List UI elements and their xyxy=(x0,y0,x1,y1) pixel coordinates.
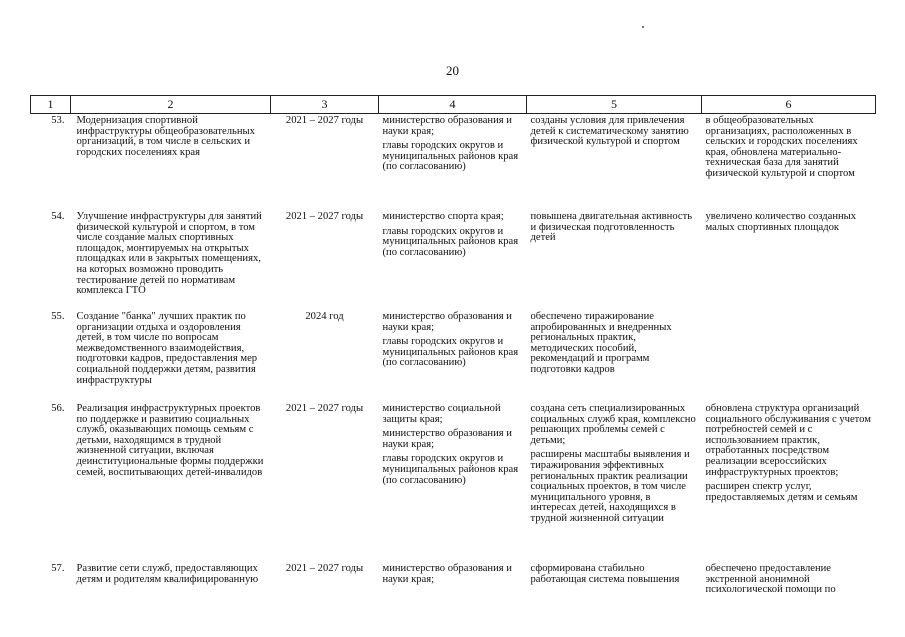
outcome: обновлена структура организаций социального обслуживания с учетом потребностей семей и с использованием практик, отработанных посредством реализации всероссийских инфраструктурных проектов; xyxy=(705,403,871,478)
outcome: обеспечено предоставление экстренной анонимной психологической помощи по xyxy=(705,563,836,596)
results-cell xyxy=(527,210,702,310)
executor: главы городских округов и муниципальных районов края (по согласованию) xyxy=(382,336,519,369)
executors-cell xyxy=(379,114,527,211)
measures-table xyxy=(30,95,876,604)
result: сформирована стабильно работающая система повышения xyxy=(530,563,680,585)
executor: главы городских округов и муниципальных районов края (по согласованию) xyxy=(382,453,519,486)
period: 2021 – 2027 годы xyxy=(285,211,364,222)
measure-title: Реализация инфраструктурных проектов по поддержке и развитию социальных служб, оказывающих помощь семьям с детьми, находящимся в трудной жизненной ситуации, включая деинституциональные формы поддержки семей, воспитывающих детей-инвалидов xyxy=(76,403,264,478)
executor: главы городских округов и муниципальных районов края (по согласованию) xyxy=(382,225,519,258)
result: расширены масштабы выявления и тиражирования эффективных региональных практик реализации социальных проектов, в том числе муниципального уровня, в интересах детей, находящихся в трудной жизненной ситуации xyxy=(530,449,690,524)
page-number: 20 xyxy=(446,63,459,78)
period: 2021 – 2027 годы xyxy=(285,563,364,574)
row-number: 55. xyxy=(51,311,65,322)
column-header: 6 xyxy=(702,96,876,114)
outcome: в общеобразовательных организациях, расположенных в сельских и городских поселениях края, обновлена материально-техническая база для занятий физической культурой и спортом xyxy=(705,115,858,179)
column-header: 3 xyxy=(271,96,379,114)
period: 2021 – 2027 годы xyxy=(285,115,364,126)
scan-speck xyxy=(642,26,644,28)
executor: министерство образования и науки края; xyxy=(382,115,512,137)
row-number: 53. xyxy=(51,115,65,126)
table-row xyxy=(31,114,876,211)
table-header-row xyxy=(31,96,876,114)
column-header: 1 xyxy=(31,96,71,114)
measure-title: Развитие сети служб, предоставляющих детям и родителям квалифицированную xyxy=(76,563,259,585)
results-cell xyxy=(527,310,702,402)
measure-title: Создание "банка" лучших практик по организации отдыха и оздоровления детей, в том числе по вопросам межведомственного взаимодействия, подготовки кадров, предоставления мер социальной поддержки детям, развития инфраструктуры xyxy=(76,311,258,386)
column-header: 2 xyxy=(71,96,271,114)
outcome: расширен спектр услуг, предоставляемых детям и семьям xyxy=(705,481,858,503)
outcomes-cell xyxy=(702,114,876,211)
result: обеспечено тиражирование апробированных и внедренных региональных практик, методических пособий, рекомендаций и программ подготовки кадров xyxy=(530,311,672,375)
row-number: 57. xyxy=(51,563,65,574)
result: повышена двигательная активность и физическая подготовленность детей xyxy=(530,211,693,244)
outcomes-cell xyxy=(702,210,876,310)
measure-title: Улучшение инфраструктуры для занятий физической культурой и спортом, в том числе создание малых спортивных площадок, монтируемых на открытых площадках или в закрытых помещениях, на которых возможно проводить тестирование детей по нормативам комплекса ГТО xyxy=(76,211,262,297)
outcome: увеличено количество созданных малых спортивных площадок xyxy=(705,211,857,233)
executor: министерство социальной защиты края; xyxy=(382,403,501,425)
table-row xyxy=(31,562,876,604)
measure-title: Модернизация спортивной инфраструктуры общеобразовательных организаций, в том числе в сельских и городских поселениях края xyxy=(76,115,255,158)
table-row xyxy=(31,210,876,310)
results-cell xyxy=(527,562,702,604)
executor: министерство образования и науки края; xyxy=(382,563,512,585)
outcomes-cell xyxy=(702,562,876,604)
outcomes-cell xyxy=(702,402,876,562)
executors-cell xyxy=(379,210,527,310)
table-row xyxy=(31,310,876,402)
executor: министерство спорта края; xyxy=(382,211,504,222)
period: 2021 – 2027 годы xyxy=(285,403,364,414)
results-cell xyxy=(527,114,702,211)
executors-cell xyxy=(379,562,527,604)
period: 2024 год xyxy=(305,311,344,322)
table-row xyxy=(31,402,876,562)
executor: министерство образования и науки края; xyxy=(382,428,512,450)
results-cell xyxy=(527,402,702,562)
column-header: 5 xyxy=(527,96,702,114)
outcomes-cell xyxy=(702,310,876,402)
executors-cell xyxy=(379,402,527,562)
row-number: 54. xyxy=(51,211,65,222)
row-number: 56. xyxy=(51,403,65,414)
result: созданы условия для привлечения детей к систематическому занятию физической культурой и спортом xyxy=(530,115,689,148)
executor: главы городских округов и муниципальных районов края (по согласованию) xyxy=(382,140,519,173)
result: создана сеть специализированных социальных служб края, комплексно решающих проблемы семей с детьми; xyxy=(530,403,696,446)
executor: министерство образования и науки края; xyxy=(382,311,512,333)
executors-cell xyxy=(379,310,527,402)
column-header: 4 xyxy=(379,96,527,114)
